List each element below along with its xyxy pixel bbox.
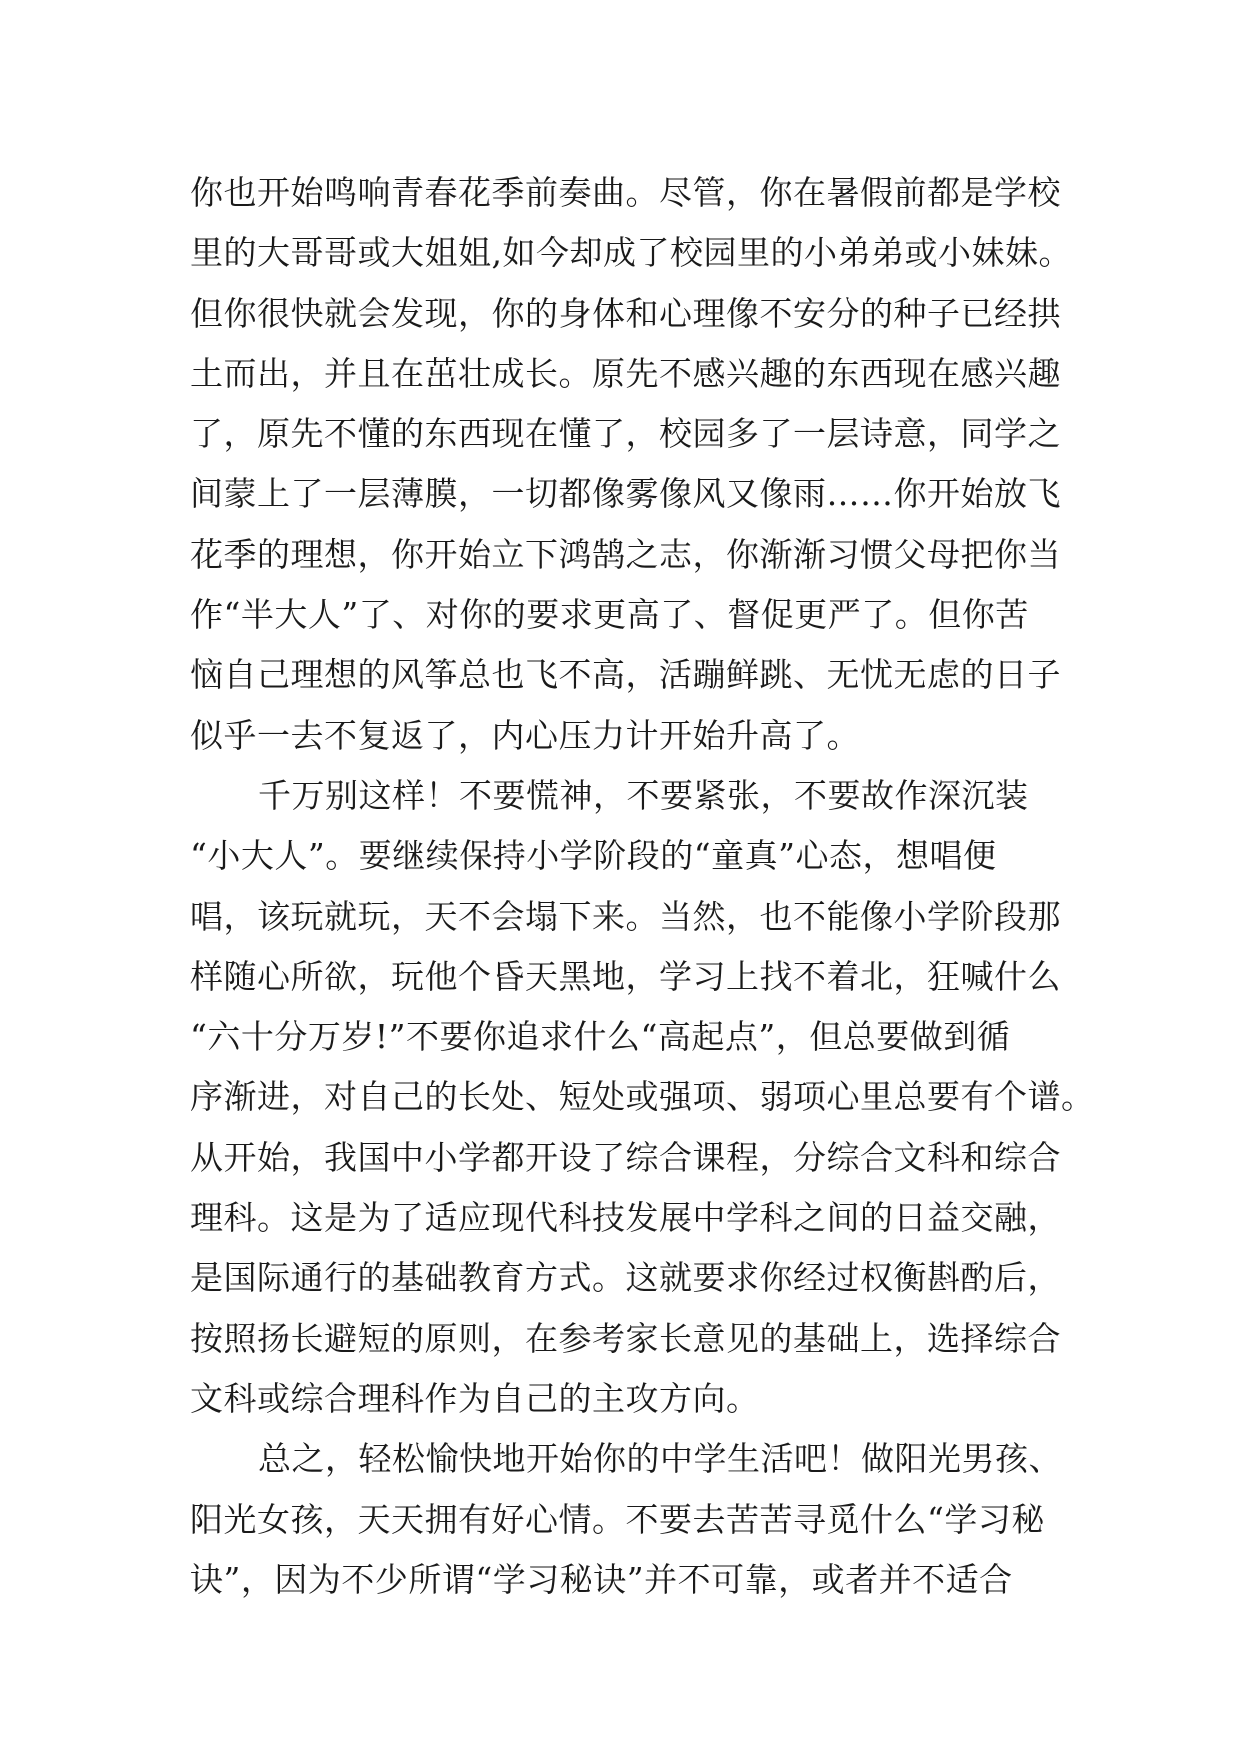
- text-line: 土而出，并且在茁壮成长。原先不感兴趣的东西现在感兴趣: [190, 353, 1061, 393]
- text-line: 似乎一去不复返了，内心压力计开始升高了。: [190, 715, 860, 755]
- body-text: [190, 163, 1095, 1610]
- text-line: 总之，轻松愉快地开始你的中学生活吧！做阳光男孩、: [258, 1439, 1062, 1479]
- text-line: 从开始，我国中小学都开设了综合课程，分综合文科和综合: [190, 1137, 1061, 1177]
- text-line: 你也开始鸣响青春花季前奏曲。尽管，你在暑假前都是学校: [190, 173, 1061, 212]
- text-line: 诀”，因为不少所谓“学习秘诀”并不可靠，或者并不适合: [190, 1559, 1013, 1599]
- text-line: 间蒙上了一层薄膜，一切都像雾像风又像雨……你开始放飞: [190, 474, 1061, 514]
- text-line: 序渐进，对自己的长处、短处或强项、弱项心里总要有个谱。: [190, 1077, 1095, 1117]
- text-line: 恼自己理想的风筝总也飞不高，活蹦鲜跳、无忧无虑的日子: [190, 655, 1061, 695]
- text-line: “小大人”。要继续保持小学阶段的“童真”心态，想唱便: [190, 836, 997, 876]
- text-line: 是国际通行的基础教育方式。这就要求你经过权衡斟酌后，: [190, 1258, 1061, 1298]
- text-line: 但你很快就会发现，你的身体和心理像不安分的种子已经拱: [190, 293, 1061, 333]
- text-line: 作“半大人”了、对你的要求更高了、督促更严了。但你苦: [190, 595, 1029, 635]
- text-line: 阳光女孩，天天拥有好心情。不要去苦苦寻觅什么“学习秘: [190, 1499, 1045, 1539]
- text-line: 千万别这样！不要慌神，不要紧张，不要故作深沉装: [258, 775, 1029, 815]
- text-line: 花季的理想，你开始立下鸿鹄之志，你渐渐习惯父母把你当: [190, 534, 1061, 574]
- text-line: 文科或综合理科作为自己的主攻方向。: [190, 1378, 760, 1418]
- text-line: 唱，该玩就玩，天不会塌下来。当然，也不能像小学阶段那: [190, 896, 1061, 936]
- text-line: 按照扬长避短的原则，在参考家长意见的基础上，选择综合: [190, 1318, 1061, 1358]
- text-line: 理科。这是为了适应现代科技发展中学科之间的日益交融，: [190, 1198, 1061, 1238]
- text-line: 了，原先不懂的东西现在懂了，校园多了一层诗意，同学之: [190, 414, 1061, 454]
- text-line: “六十分万岁!”不要你追求什么“高起点”，但总要做到循: [190, 1017, 1011, 1057]
- text-line: 样随心所欲，玩他个昏天黑地，学习上找不着北，狂喊什么: [190, 956, 1061, 996]
- text-line: 里的大哥哥或大姐姐,如今却成了校园里的小弟弟或小妹妹。: [190, 233, 1072, 273]
